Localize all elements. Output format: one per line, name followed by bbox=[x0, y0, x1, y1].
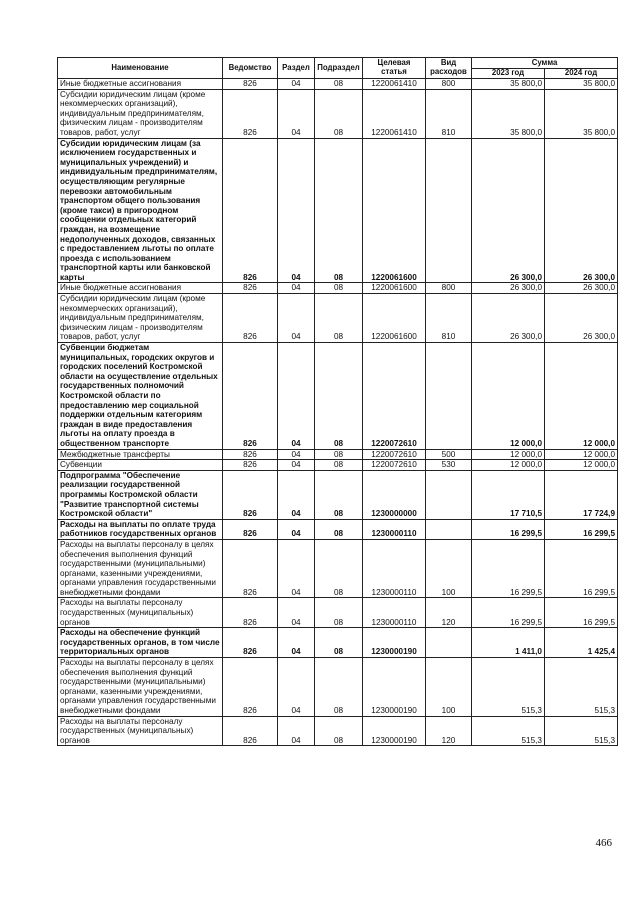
cell-v2023: 12 000,0 bbox=[472, 449, 545, 460]
cell-v2024: 35 800,0 bbox=[545, 79, 618, 90]
cell-sec: 04 bbox=[278, 343, 315, 450]
cell-type: 800 bbox=[426, 79, 472, 90]
cell-sub: 08 bbox=[315, 716, 363, 746]
page-number: 466 bbox=[595, 837, 612, 849]
cell-v2023: 17 710,5 bbox=[472, 470, 545, 519]
header-sum: Сумма bbox=[472, 58, 618, 69]
cell-dept: 826 bbox=[223, 79, 278, 90]
cell-name: Расходы на выплаты по оплате труда работников государственных органов bbox=[58, 519, 223, 539]
table-row bbox=[58, 343, 618, 450]
cell-v2023: 16 299,5 bbox=[472, 539, 545, 598]
cell-sub: 08 bbox=[315, 343, 363, 450]
cell-type bbox=[426, 519, 472, 539]
cell-sec: 04 bbox=[278, 449, 315, 460]
cell-v2024: 26 300,0 bbox=[545, 138, 618, 283]
cell-sub: 08 bbox=[315, 519, 363, 539]
cell-name: Субсидии юридическим лицам (кроме некоммерческих организаций), индивидуальным предпринимателям, физическим лицам - производителям товаров, работ, услуг bbox=[58, 294, 223, 343]
cell-sec: 04 bbox=[278, 628, 315, 658]
cell-v2024: 12 000,0 bbox=[545, 343, 618, 450]
cell-target: 1230000110 bbox=[363, 539, 426, 598]
header-target: Целевая статья bbox=[363, 58, 426, 79]
cell-sub: 08 bbox=[315, 539, 363, 598]
cell-sec: 04 bbox=[278, 598, 315, 628]
cell-sub: 08 bbox=[315, 470, 363, 519]
cell-name: Иные бюджетные ассигнования bbox=[58, 79, 223, 90]
table-row bbox=[58, 294, 618, 343]
cell-v2023: 26 300,0 bbox=[472, 294, 545, 343]
cell-v2024: 35 800,0 bbox=[545, 89, 618, 138]
table-row bbox=[58, 716, 618, 746]
cell-v2023: 12 000,0 bbox=[472, 460, 545, 471]
cell-v2023: 16 299,5 bbox=[472, 519, 545, 539]
cell-v2024: 12 000,0 bbox=[545, 460, 618, 471]
cell-name: Расходы на выплаты персоналу в целях обеспечения выполнения функций государственными (муниципальными) органами, казенными учреждениями, органами управления государственными внебюджетными фондами bbox=[58, 658, 223, 717]
header-2023: 2023 год bbox=[472, 69, 545, 79]
cell-target: 1220061410 bbox=[363, 89, 426, 138]
cell-type: 810 bbox=[426, 89, 472, 138]
cell-dept: 826 bbox=[223, 658, 278, 717]
cell-v2023: 35 800,0 bbox=[472, 79, 545, 90]
cell-v2023: 1 411,0 bbox=[472, 628, 545, 658]
cell-name: Расходы на выплаты персоналу в целях обеспечения выполнения функций государственными (муниципальными) органами, казенными учреждениями, органами управления государственными внебюджетными фондами bbox=[58, 539, 223, 598]
table-row bbox=[58, 283, 618, 294]
cell-sec: 04 bbox=[278, 716, 315, 746]
cell-dept: 826 bbox=[223, 539, 278, 598]
cell-sec: 04 bbox=[278, 79, 315, 90]
cell-name: Субсидии юридическим лицам (за исключением государственных и муниципальных учреждений) и индивидуальным предпринимателям, осуществляющим регулярные перевозки автомобильным транспортом общего пользования (кроме такси) в пригородном сообщении отдельных категорий граждан, на возмещение недополученных доходов, связанных с предоставлением льготы по оплате проезда с использованием транспортной карты или банковской карты bbox=[58, 138, 223, 283]
table-row bbox=[58, 658, 618, 717]
cell-name: Субвенции бюджетам муниципальных, городских округов и городских поселений Костромской области на осуществление отдельных государственных полномочий Костромской области по предоставлению мер социальной поддержки отдельным категориям граждан в виде предоставления льготы на оплату проезда в общественном транспорте bbox=[58, 343, 223, 450]
cell-target: 1220072610 bbox=[363, 343, 426, 450]
header-2024: 2024 год bbox=[545, 69, 618, 79]
cell-type: 100 bbox=[426, 539, 472, 598]
header-section: Раздел bbox=[278, 58, 315, 79]
cell-target: 1230000110 bbox=[363, 598, 426, 628]
cell-sec: 04 bbox=[278, 138, 315, 283]
cell-v2024: 26 300,0 bbox=[545, 283, 618, 294]
cell-v2024: 515,3 bbox=[545, 658, 618, 717]
cell-dept: 826 bbox=[223, 343, 278, 450]
cell-type: 810 bbox=[426, 294, 472, 343]
cell-dept: 826 bbox=[223, 449, 278, 460]
table-row bbox=[58, 628, 618, 658]
table-row bbox=[58, 598, 618, 628]
cell-name: Расходы на выплаты персоналу государственных (муниципальных) органов bbox=[58, 716, 223, 746]
cell-target: 1230000190 bbox=[363, 628, 426, 658]
table-row bbox=[58, 470, 618, 519]
cell-sub: 08 bbox=[315, 658, 363, 717]
cell-v2023: 26 300,0 bbox=[472, 283, 545, 294]
cell-v2024: 26 300,0 bbox=[545, 294, 618, 343]
cell-v2024: 515,3 bbox=[545, 716, 618, 746]
cell-target: 1230000000 bbox=[363, 470, 426, 519]
cell-name: Расходы на выплаты персоналу государственных (муниципальных) органов bbox=[58, 598, 223, 628]
cell-sub: 08 bbox=[315, 89, 363, 138]
cell-v2023: 515,3 bbox=[472, 716, 545, 746]
table-row bbox=[58, 449, 618, 460]
cell-sub: 08 bbox=[315, 294, 363, 343]
cell-sec: 04 bbox=[278, 470, 315, 519]
cell-sec: 04 bbox=[278, 658, 315, 717]
cell-v2023: 16 299,5 bbox=[472, 598, 545, 628]
cell-type: 120 bbox=[426, 598, 472, 628]
cell-dept: 826 bbox=[223, 628, 278, 658]
cell-target: 1220061600 bbox=[363, 294, 426, 343]
cell-dept: 826 bbox=[223, 519, 278, 539]
table-row bbox=[58, 519, 618, 539]
cell-sub: 08 bbox=[315, 628, 363, 658]
cell-name: Межбюджетные трансферты bbox=[58, 449, 223, 460]
cell-v2023: 26 300,0 bbox=[472, 138, 545, 283]
cell-v2023: 515,3 bbox=[472, 658, 545, 717]
table-header bbox=[58, 58, 618, 79]
header-name: Наименование bbox=[58, 58, 223, 79]
cell-v2024: 16 299,5 bbox=[545, 539, 618, 598]
cell-sub: 08 bbox=[315, 460, 363, 471]
cell-target: 1230000190 bbox=[363, 716, 426, 746]
cell-name: Субвенции bbox=[58, 460, 223, 471]
cell-v2024: 16 299,5 bbox=[545, 519, 618, 539]
cell-v2024: 16 299,5 bbox=[545, 598, 618, 628]
cell-sub: 08 bbox=[315, 79, 363, 90]
cell-dept: 826 bbox=[223, 716, 278, 746]
cell-dept: 826 bbox=[223, 460, 278, 471]
table-row bbox=[58, 89, 618, 138]
cell-target: 1220072610 bbox=[363, 449, 426, 460]
cell-name: Расходы на обеспечение функций государственных органов, в том числе территориальных органов bbox=[58, 628, 223, 658]
cell-name: Субсидии юридическим лицам (кроме некоммерческих организаций), индивидуальным предпринимателям, физическим лицам - производителям товаров, работ, услуг bbox=[58, 89, 223, 138]
header-dept: Ведомство bbox=[223, 58, 278, 79]
cell-target: 1220061410 bbox=[363, 79, 426, 90]
cell-dept: 826 bbox=[223, 138, 278, 283]
cell-type bbox=[426, 138, 472, 283]
cell-dept: 826 bbox=[223, 294, 278, 343]
cell-sub: 08 bbox=[315, 283, 363, 294]
header-subsection: Подраздел bbox=[315, 58, 363, 79]
cell-sub: 08 bbox=[315, 138, 363, 283]
cell-dept: 826 bbox=[223, 470, 278, 519]
cell-sec: 04 bbox=[278, 283, 315, 294]
cell-sub: 08 bbox=[315, 449, 363, 460]
cell-type bbox=[426, 343, 472, 450]
budget-table bbox=[57, 57, 618, 746]
cell-target: 1220072610 bbox=[363, 460, 426, 471]
cell-type: 100 bbox=[426, 658, 472, 717]
cell-v2024: 12 000,0 bbox=[545, 449, 618, 460]
cell-sub: 08 bbox=[315, 598, 363, 628]
cell-sec: 04 bbox=[278, 460, 315, 471]
table-row bbox=[58, 138, 618, 283]
cell-dept: 826 bbox=[223, 283, 278, 294]
cell-sec: 04 bbox=[278, 89, 315, 138]
cell-type: 120 bbox=[426, 716, 472, 746]
cell-type: 530 bbox=[426, 460, 472, 471]
table-body bbox=[58, 79, 618, 746]
cell-name: Подпрограмма "Обеспечение реализации государственной программы Костромской области "Развитие транспортной системы Костромской области" bbox=[58, 470, 223, 519]
cell-sec: 04 bbox=[278, 294, 315, 343]
cell-v2024: 1 425,4 bbox=[545, 628, 618, 658]
cell-target: 1230000110 bbox=[363, 519, 426, 539]
header-exp-type: Вид расходов bbox=[426, 58, 472, 79]
cell-target: 1220061600 bbox=[363, 138, 426, 283]
cell-dept: 826 bbox=[223, 89, 278, 138]
cell-v2023: 12 000,0 bbox=[472, 343, 545, 450]
cell-name: Иные бюджетные ассигнования bbox=[58, 283, 223, 294]
table-row bbox=[58, 539, 618, 598]
cell-target: 1220061600 bbox=[363, 283, 426, 294]
cell-type bbox=[426, 628, 472, 658]
cell-v2024: 17 724,9 bbox=[545, 470, 618, 519]
cell-target: 1230000190 bbox=[363, 658, 426, 717]
table-row bbox=[58, 460, 618, 471]
table-row bbox=[58, 79, 618, 90]
cell-v2023: 35 800,0 bbox=[472, 89, 545, 138]
cell-type: 800 bbox=[426, 283, 472, 294]
cell-sec: 04 bbox=[278, 519, 315, 539]
cell-sec: 04 bbox=[278, 539, 315, 598]
cell-type: 500 bbox=[426, 449, 472, 460]
cell-type bbox=[426, 470, 472, 519]
cell-dept: 826 bbox=[223, 598, 278, 628]
